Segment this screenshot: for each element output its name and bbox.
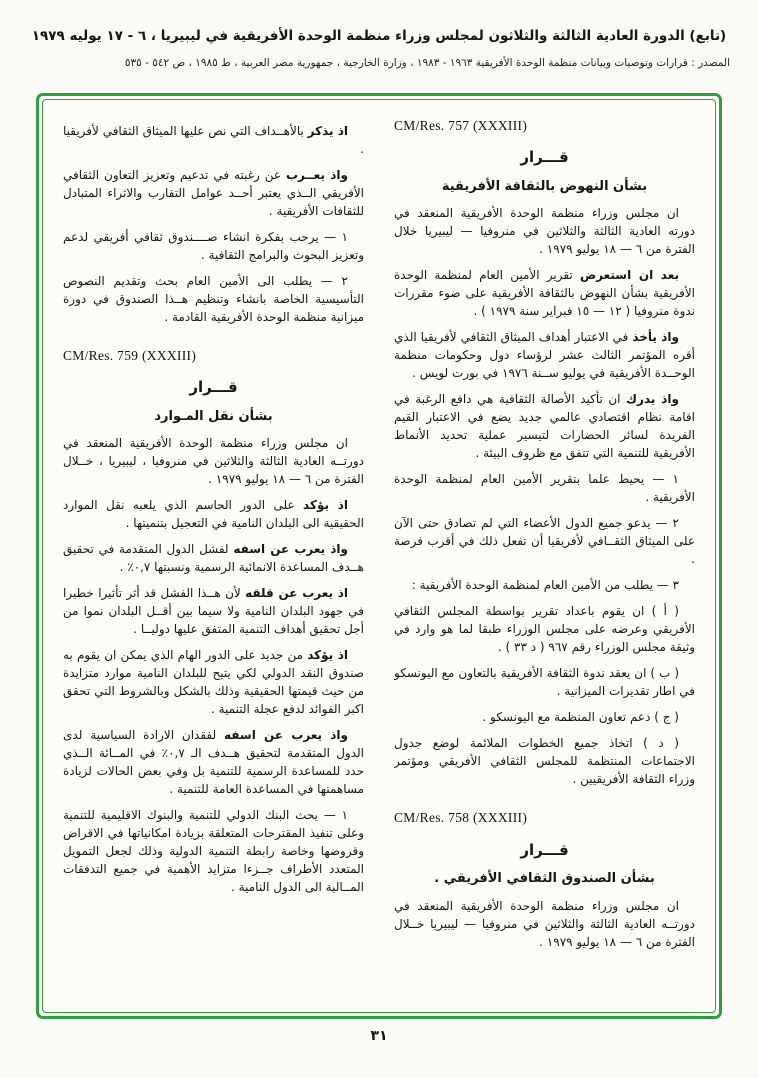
- paragraph-lead: اذ يؤكد: [307, 648, 348, 663]
- paragraph-text: بالأهــداف التي نص عليها الميثاق الثقافي لأفريقيا .: [63, 124, 364, 156]
- paragraph: [63, 726, 364, 798]
- paragraph: [394, 390, 695, 462]
- source-line: المصدر : قرارات وتوصيات وبيانات منظمة الوحدة الأفريقية ١٩٦٣ - ١٩٨٣ ، وزارة الخارجية ، جمهورية مصر العربية ، ط ١٩٨٥ ، ص ٥٤٢ - ٥٣٥: [124, 57, 730, 69]
- resolution-code-757: CM/Res. 757 (XXXIII): [394, 118, 528, 133]
- left-column: [63, 114, 364, 998]
- sub-item-a: ( أ ) ان يقوم باعداد تقرير بواسطة المجلس الثقافي الأفريقي وعرضه على مجلس الوزراء طبقا لما هو وارد في وثيقة مجلس الوزراء رقم ٩٦٧ ( د ٣٣ ) .: [394, 604, 695, 655]
- paragraph: [394, 266, 695, 320]
- resolution-code-758: CM/Res. 758 (XXXIII): [394, 810, 528, 826]
- numbered-item-1: ١ — يحث البنك الدولي للتنمية والبنوك الاقليمية للتنمية وعلى تنفيذ المقترحات المتعلقة بزيادة امكانياتها في الاقراض وقروضها وخاصة رابطة التنمية الدولية وذلك لجعل التمويل المتعدد الأطراف جــزءا متزايد الأهمية في جميع التدفقات المــالية الى الدول النامية .: [63, 808, 364, 895]
- numbered-item-2: ٢ — يطلب الى الأمين العام بحث وتقديم النصوص التأسيسية الخاصة بانشاء وتنظيم هــذا الصندوق في دورة ميزانية منظمة الوحدة الأفريقية القادمة .: [63, 274, 364, 324]
- content-frame: [36, 93, 722, 1019]
- resolution-title: قـــرار: [520, 148, 569, 167]
- paragraph-text: على الدور الحاسم الذي يلعبه نقل الموارد الحقيقية الى البلدان النامية في التعجيل بتنميتها .: [63, 498, 364, 531]
- resolution-title: قـــرار: [189, 378, 238, 397]
- paragraph-lead: واذ يعرب عن اسفه: [224, 728, 349, 743]
- paragraph-lead: واذ يعرب عن اسفه: [233, 542, 348, 557]
- resolution-title: قـــرار: [520, 840, 569, 859]
- paragraph-lead: بعد ان استعرض: [580, 268, 679, 283]
- sub-item-c: ( ج ) دعم تعاون المنظمة مع اليونسكو .: [482, 710, 679, 725]
- resolution-subject: بشأن نقل المـوارد: [154, 408, 273, 424]
- paragraph-text: تقرير الأمين العام لمنظمة الوحدة الأفريقية بشأن النهوض بالثقافة الأفريقية على ضوء مقررات ندوة منروفيا ( ١٢ — ١٥ فبراير سنة ١٩٧٩ ) .: [394, 268, 695, 319]
- paragraph: ان مجلس وزراء منظمة الوحدة الأفريقية المنعقد في دورته العادية الثالثة والثلاثين في منروفيا — ليبيريا خلال الفترة من ٦ — ١٨ يوليو ١٩٧٩ .: [394, 206, 695, 257]
- paragraph-text: ان تأكيد الأصالة الثقافية هي دافع الرغبة في اقامة نظام اقتصادي عالمي جديد يضع في الاعتبار القيم الفريدة لسائر الحضارات لتيسير عملية تحديد الأنماط الأفريقية للتنمية التي تتفق مع ظروف البيئة .: [394, 392, 695, 461]
- paragraph: [394, 328, 695, 382]
- paragraph: [63, 540, 364, 576]
- paragraph-lead: واذ يدرك: [626, 392, 679, 407]
- resolution-subject: بشأن النهوض بالثقافة الأفريقية: [441, 178, 648, 194]
- numbered-item-3: ٣ — يطلب من الأمين العام لمنظمة الوحدة الأفريقية :: [411, 578, 679, 593]
- paragraph-lead: اذ يؤكد: [303, 498, 348, 513]
- numbered-item-2: ٢ — يدعو جميع الدول الأعضاء التي لم تصادق حتى الآن على الميثاق الثقــافي لأفريقيا أن تفعل ذلك في أقرب فرصة .: [394, 516, 695, 567]
- resolution-subject: بشأن الصندوق الثقافي الأفريقي .: [434, 871, 655, 886]
- paragraph: [63, 646, 364, 718]
- paragraph-text: لأن هــذا الفشل قد أثر تأثيرا خطيرا في جهود البلدان النامية ولا سيما بين أقــل البلدان نموا من أجل تحقيق أهداف التنمية المتفق عليها دوليــا .: [63, 586, 364, 637]
- sub-item-b: ( ب ) ان يعقد ندوة الثقافة الأفريقية بالتعاون مع اليونسكو في اطار تقديرات الميزانية .: [394, 666, 695, 699]
- paragraph-text: لفشل الدول المتقدمة في تحقيق هــدف المساعدة الانمائية الرسمية ونسبتها ٠,٧٪ .: [63, 542, 364, 575]
- paragraph-text: عن رغبته في تدعيم وتعزيز التعاون الثقافي الأفريقي الــذي يعتبر أحــد عوامل التقارب والاثراء المتبادل للثقافات الأفريقية .: [63, 168, 364, 218]
- paragraph-lead: واذ يأخذ: [632, 330, 679, 345]
- paragraph-text: لفقدان الارادة السياسية لدى الدول المتقدمة لتحقيق هــدف الـ ٠,٧٪ في المــائة الــذي حدد للمساعدة الرسمية للتنمية بل وفي بعض الحالات لزيادة مساهمتها في المساعدة العامة للتنمية .: [63, 728, 364, 797]
- paragraph: [63, 584, 364, 638]
- paragraph-lead: اذ يذكر: [307, 124, 348, 138]
- page-footer: [0, 1028, 758, 1044]
- paragraph: [63, 166, 364, 220]
- header-title: (تابع) الدورة العادية الثالثة والثلاثون لمجلس وزراء منظمة الوحدة الأفريقية في ليبيريا ، ٦ - ١٧ يوليه ١٩٧٩: [31, 28, 727, 44]
- paragraph: ان مجلس وزراء منظمة الوحدة الأفريقية المنعقد في دورتــه العادية الثالثة والثلاثين في منروفيا ، ليبيريا ، خــلال الفترة من ٦ — ١٨ يوليو ١٩٧٩ .: [63, 436, 364, 487]
- two-column-layout: [63, 114, 695, 998]
- paragraph-text: في الاعتبار أهداف الميثاق الثقافي لأفريقيا الذي أقره المؤتمر الثالث عشر لرؤساء دول وحكومات منظمة الوحــدة الأفريقية في يوليو ســنة ١٩٧٦ في بورت لويس .: [394, 330, 695, 381]
- content-frame-inner: [42, 99, 716, 1013]
- right-column: [394, 114, 695, 998]
- numbered-item-1: ١ — يحيط علما بتقرير الأمين العام لمنظمة الوحدة الأفريقية .: [394, 472, 695, 505]
- paragraph: [63, 122, 364, 158]
- paragraph-lead: واذ يعــرب: [285, 168, 348, 182]
- page-number: ٣١: [370, 1028, 388, 1044]
- resolution-code-759: CM/Res. 759 (XXXIII): [63, 348, 197, 363]
- page-header: [0, 28, 758, 69]
- paragraph-lead: اذ يعرب عن قلقه: [245, 586, 348, 601]
- paragraph: [63, 496, 364, 532]
- numbered-item-1: ١ — يرحب بفكرة انشاء صــــندوق ثقافي أفريقي لدعم وتعزيز البحوث والبرامج الثقافية .: [63, 230, 364, 262]
- paragraph-text: من جديد على الدور الهام الذي يمكن ان يقوم به صندوق النقد الدولي لكي يتيح للبلدان النامية موارد متزايدة من حيث قيمتها الحقيقية وذلك بالشكل وبالشروط التي تحقق اكبر الفوائد لدفع عجلة التنمية .: [63, 648, 364, 717]
- paragraph: ان مجلس وزراء منظمة الوحدة الأفريقية المنعقد في دورتــه العادية الثالثة والثلاثين في منروفيا — ليبيريا خــلال الفترة من ٦ — ١٨ يوليو ١٩٧٩ .: [394, 898, 695, 949]
- sub-item-d: ( د ) اتخاذ جميع الخطوات الملائمة لوضع جدول الاجتماعات المنتظمة للمجلس الثقافي الأفريقي ومؤتمر وزراء الثقافة الأفريقيين .: [394, 736, 695, 787]
